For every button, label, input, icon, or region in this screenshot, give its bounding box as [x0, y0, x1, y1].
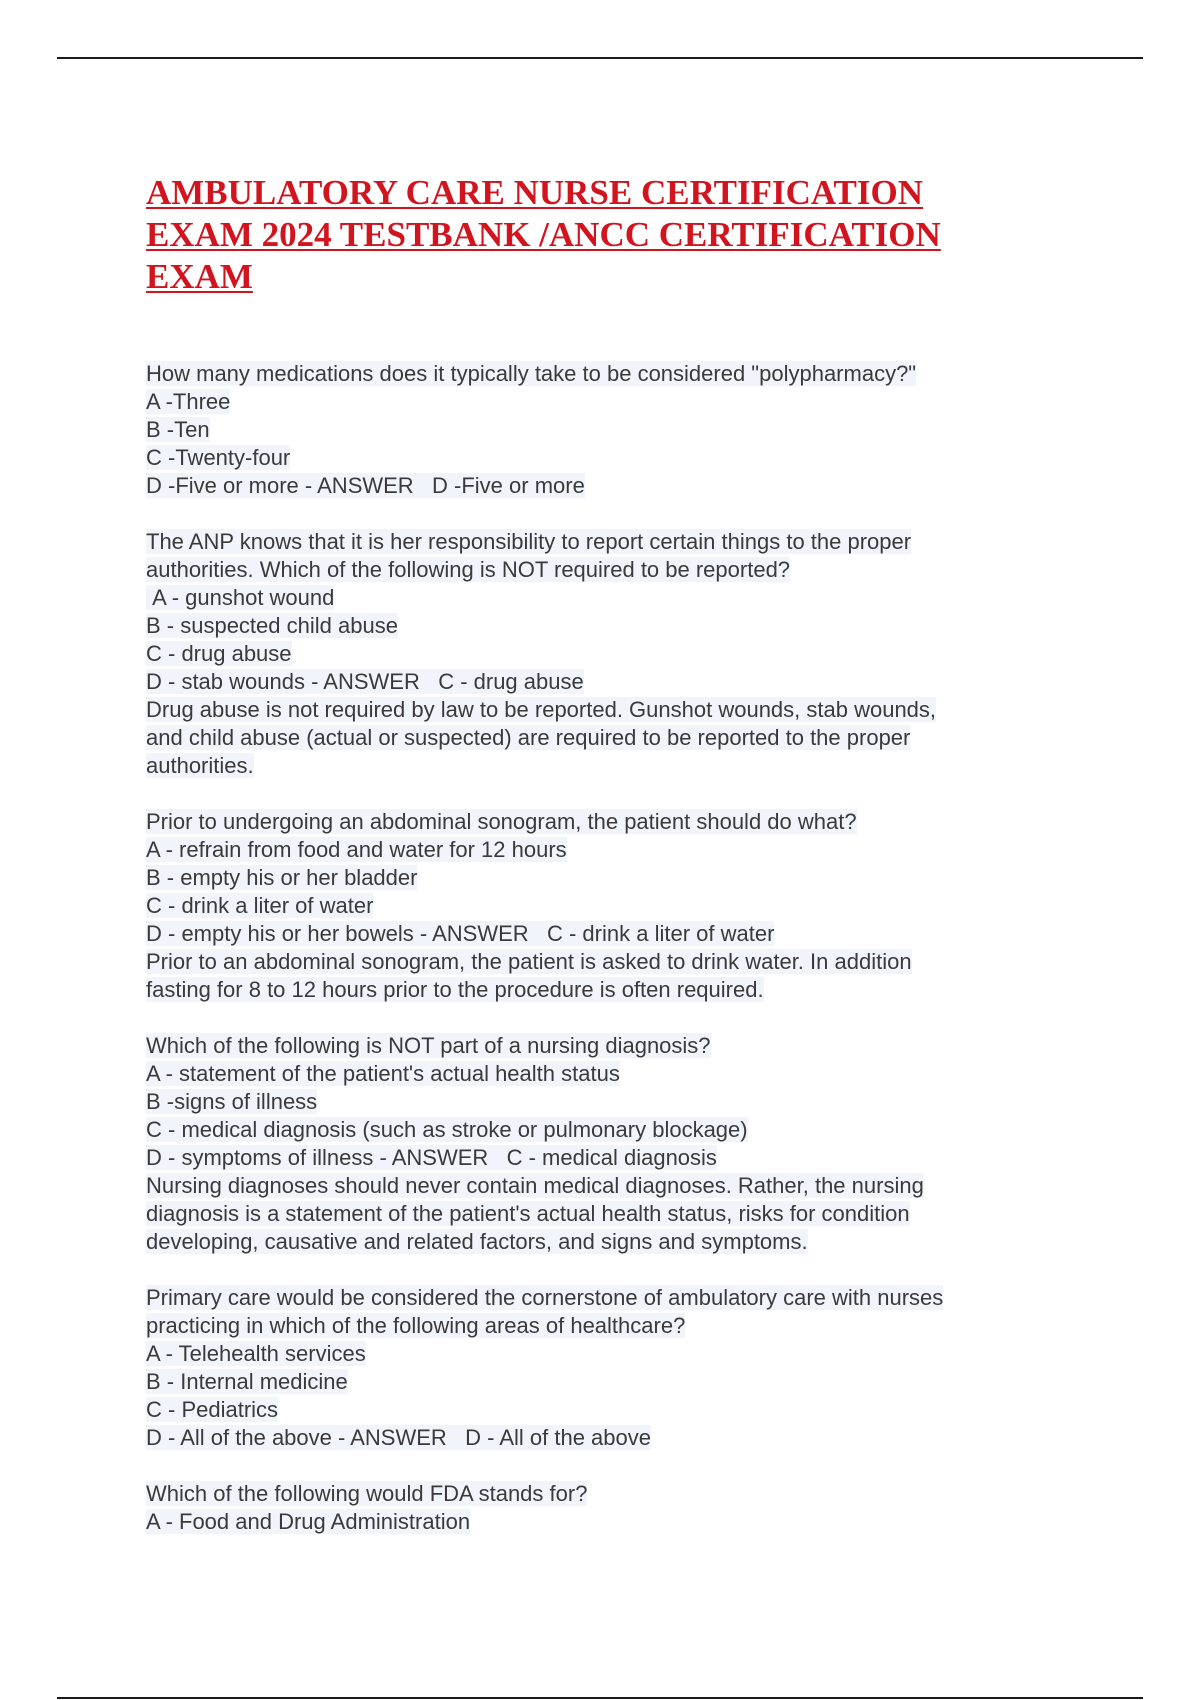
- option-line: A - gunshot wound: [146, 585, 335, 610]
- answer-line: D - symptoms of illness - ANSWER C - medical diagnosis: [146, 1145, 717, 1170]
- explanation-line: authorities.: [146, 753, 254, 778]
- title-line: EXAM: [146, 257, 253, 296]
- option-line: A - Telehealth services: [146, 1341, 366, 1366]
- answer-line: D - empty his or her bowels - ANSWER C - drink a liter of water: [146, 921, 775, 946]
- option-line: A -Three: [146, 389, 231, 414]
- title-line: AMBULATORY CARE NURSE CERTIFICATION: [146, 173, 924, 212]
- explanation-line: Nursing diagnoses should never contain medical diagnoses. Rather, the nursing: [146, 1173, 924, 1198]
- question-line: How many medications does it typically take to be considered "polypharmacy?": [146, 361, 917, 386]
- option-line: C - Pediatrics: [146, 1397, 279, 1422]
- question-line: practicing in which of the following areas of healthcare?: [146, 1313, 686, 1338]
- option-line: B -signs of illness: [146, 1089, 318, 1114]
- question-block: [146, 1032, 1046, 1256]
- explanation-line: diagnosis is a statement of the patient's actual health status, risks for condition: [146, 1201, 910, 1226]
- option-line: C -Twenty-four: [146, 445, 291, 470]
- question-block: [146, 528, 1046, 780]
- explanation-line: and child abuse (actual or suspected) are required to be reported to the proper: [146, 725, 911, 750]
- explanation-line: developing, causative and related factors, and signs and symptoms.: [146, 1229, 808, 1254]
- answer-line: D - stab wounds - ANSWER C - drug abuse: [146, 669, 584, 694]
- question-list: [146, 360, 1046, 1536]
- question-line: The ANP knows that it is her responsibility to report certain things to the proper: [146, 529, 912, 554]
- question-block: [146, 1480, 1046, 1536]
- explanation-line: Drug abuse is not required by law to be reported. Gunshot wounds, stab wounds,: [146, 697, 937, 722]
- top-rule: [57, 57, 1143, 59]
- question-block: [146, 808, 1046, 1004]
- question-block: [146, 360, 1046, 500]
- option-line: A - Food and Drug Administration: [146, 1509, 471, 1534]
- answer-line: D -Five or more - ANSWER D -Five or more: [146, 473, 585, 498]
- option-line: B -Ten: [146, 417, 210, 442]
- answer-line: D - All of the above - ANSWER D - All of the above: [146, 1425, 652, 1450]
- question-line: Which of the following would FDA stands for?: [146, 1481, 588, 1506]
- option-line: C - medical diagnosis (such as stroke or pulmonary blockage): [146, 1117, 748, 1142]
- question-line: Prior to undergoing an abdominal sonogram, the patient should do what?: [146, 809, 857, 834]
- option-line: B - suspected child abuse: [146, 613, 398, 638]
- page-content: [146, 172, 1046, 1564]
- document-title: [146, 172, 1046, 298]
- option-line: A - statement of the patient's actual health status: [146, 1061, 620, 1086]
- option-line: A - refrain from food and water for 12 hours: [146, 837, 567, 862]
- question-block: [146, 1284, 1046, 1452]
- title-line: EXAM 2024 TESTBANK /ANCC CERTIFICATION: [146, 215, 941, 254]
- bottom-rule: [57, 1697, 1143, 1699]
- option-line: B - Internal medicine: [146, 1369, 348, 1394]
- option-line: B - empty his or her bladder: [146, 865, 418, 890]
- option-line: C - drug abuse: [146, 641, 292, 666]
- question-line: Primary care would be considered the cornerstone of ambulatory care with nurses: [146, 1285, 944, 1310]
- option-line: C - drink a liter of water: [146, 893, 374, 918]
- question-line: authorities. Which of the following is NOT required to be reported?: [146, 557, 791, 582]
- question-line: Which of the following is NOT part of a nursing diagnosis?: [146, 1033, 711, 1058]
- explanation-line: fasting for 8 to 12 hours prior to the procedure is often required.: [146, 977, 764, 1002]
- explanation-line: Prior to an abdominal sonogram, the patient is asked to drink water. In addition: [146, 949, 912, 974]
